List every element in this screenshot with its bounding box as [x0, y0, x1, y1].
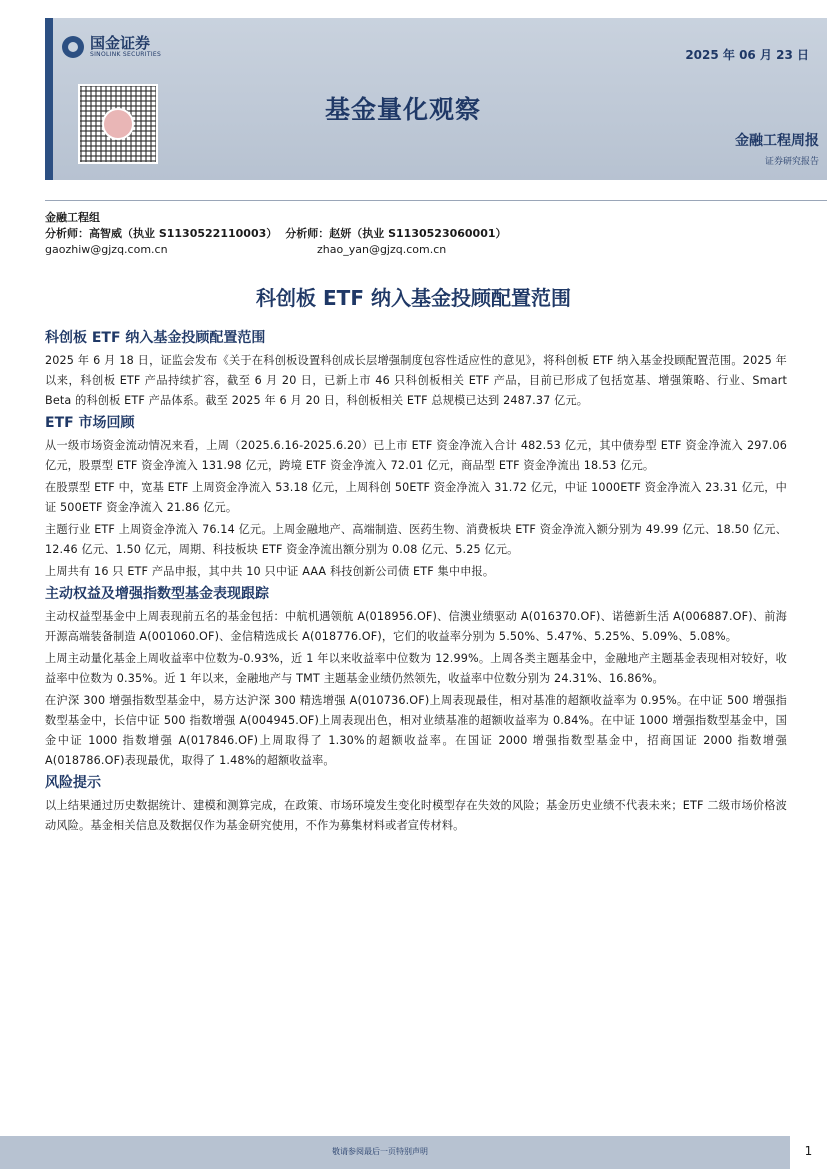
logo-name-en: SINOLINK SECURITIES	[90, 51, 162, 58]
analyst-line	[45, 226, 507, 242]
page-number: 1	[804, 1144, 813, 1158]
analyst-2: 分析师：赵妍（执业 S1130523060001）	[285, 227, 507, 240]
section-heading: 风险提示	[45, 775, 101, 791]
paragraph: 上周共有 16 只 ETF 产品申报，其中共 10 只中证 AAA 科技创新公司债 ETF 集中申报。	[45, 565, 495, 578]
paragraph: 上周主动量化基金上周收益率中位数为-0.93%，近 1 年以来收益率中位数为 12.99%。上周各类主题基金中，金融地产主题基金表现相对较好，收益率中位数为 0.35%。近 1 年以来，金融地产与 TMT 主题基金业绩仍然领先，收益率中位数分别为 24.31%、16.86%。	[45, 652, 787, 685]
paragraph: 从一级市场资金流动情况来看，上周（2025.6.16-2025.6.20）已上市 ETF 资金净流入合计 482.53 亿元，其中债券型 ETF 资金净流入 297.06 亿元，股票型 ETF 资金净流入 131.98 亿元，跨境 ETF 资金净流入 72.01 亿元，商品型 ETF 资金净流出 18.53 亿元。	[45, 439, 787, 472]
report-body	[45, 328, 787, 838]
logo-name-cn: 国金证券	[90, 34, 151, 52]
section-active-equity	[45, 584, 787, 771]
analyst-1: 分析师：高智威（执业 S1130522110003）	[45, 227, 278, 240]
divider	[45, 200, 827, 201]
section-heading: ETF 市场回顾	[45, 415, 135, 431]
footer-disclaimer: 敬请参阅最后一页特别声明	[332, 1147, 428, 1156]
section-risk	[45, 773, 787, 836]
company-logo	[62, 36, 161, 58]
series-name: 金融工程周报	[735, 133, 819, 149]
paragraph: 在沪深 300 增强指数型基金中，易方达沪深 300 精选增强 A(010736.OF)上周表现最佳，相对基准的超额收益率为 0.95%。在中证 500 增强指数型基金中，长信中证 500 指数增强 A(004945.OF)上周表现出色，相对业绩基准的超额收益率为 0.84%。在中证 1000 增强指数型基金中，国金中证 1000 指数增强 A(017846.OF)上周取得了 1.30%的超额收益率。在国证 2000 增强指数型基金中，招商国证 2000 指数增强 A(018786.OF)表现最优，取得了 1.48%的超额收益率。	[45, 694, 787, 767]
report-date: 2025 年 06 月 23 日	[685, 48, 809, 62]
main-title: 科创板 ETF 纳入基金投顾配置范围	[256, 286, 571, 310]
qr-center-seal-icon	[102, 108, 134, 140]
paragraph: 2025 年 6 月 18 日，证监会发布《关于在科创板设置科创成长层增强制度包容性适应性的意见》，将科创板 ETF 纳入基金投顾配置范围。2025 年以来，科创板 ETF 产品持续扩容，截至 6 月 20 日，已新上市 46 只科创板相关 ETF 产品，目前已形成了包括宽基、增强策略、行业、Smart Beta 的科创板 ETF 产品体系。截至 2025 年 6 月 20 日，科创板相关 ETF 总规模已达到 2487.37 亿元。	[45, 354, 787, 407]
series-subtitle: 证券研究报告	[764, 157, 819, 167]
paragraph: 以上结果通过历史数据统计、建模和测算完成，在政策、市场环境发生变化时模型存在失效的风险；基金历史业绩不代表未来；ETF 二级市场价格波动风险。基金相关信息及数据仅作为基金研究使用，不作为募集材料或者宣传材料。	[45, 799, 787, 832]
paragraph: 在股票型 ETF 中，宽基 ETF 上周资金净流入 53.18 亿元，上周科创 50ETF 资金净流入 31.72 亿元，中证 1000ETF 资金净流入 23.31 亿元，中证 500ETF 资金净流入 21.86 亿元。	[45, 481, 787, 514]
email-1[interactable]: gaozhiw@gjzq.com.cn	[45, 243, 168, 256]
section-etf-review	[45, 413, 787, 582]
report-title: 基金量化观察	[325, 95, 482, 124]
email-line	[45, 242, 507, 258]
author-block	[45, 210, 507, 258]
logo-mark-icon	[62, 36, 84, 58]
paragraph: 主题行业 ETF 上周资金净流入 76.14 亿元。上周金融地产、高端制造、医药生物、消费板块 ETF 资金净流入额分别为 49.99 亿元、18.50 亿元、12.46 亿元、1.50 亿元，周期、科技板块 ETF 资金净流出额分别为 0.08 亿元、5.25 亿元。	[45, 523, 787, 556]
team-name: 金融工程组	[45, 211, 100, 224]
email-2[interactable]: zhao_yan@gjzq.com.cn	[317, 243, 447, 256]
section-heading: 科创板 ETF 纳入基金投顾配置范围	[45, 330, 266, 346]
section-heading: 主动权益及增强指数型基金表现跟踪	[45, 586, 269, 602]
paragraph: 主动权益型基金中上周表现前五名的基金包括：中航机遇领航 A(018956.OF)、信澳业绩驱动 A(016370.OF)、诺德新生活 A(006887.OF)、前海开源高端装备制造 A(001060.OF)、金信精选成长 A(018776.OF)，它们的收益率分别为 5.50%、5.47%、5.25%、5.09%、5.08%。	[45, 610, 787, 643]
section-star-etf	[45, 328, 787, 411]
